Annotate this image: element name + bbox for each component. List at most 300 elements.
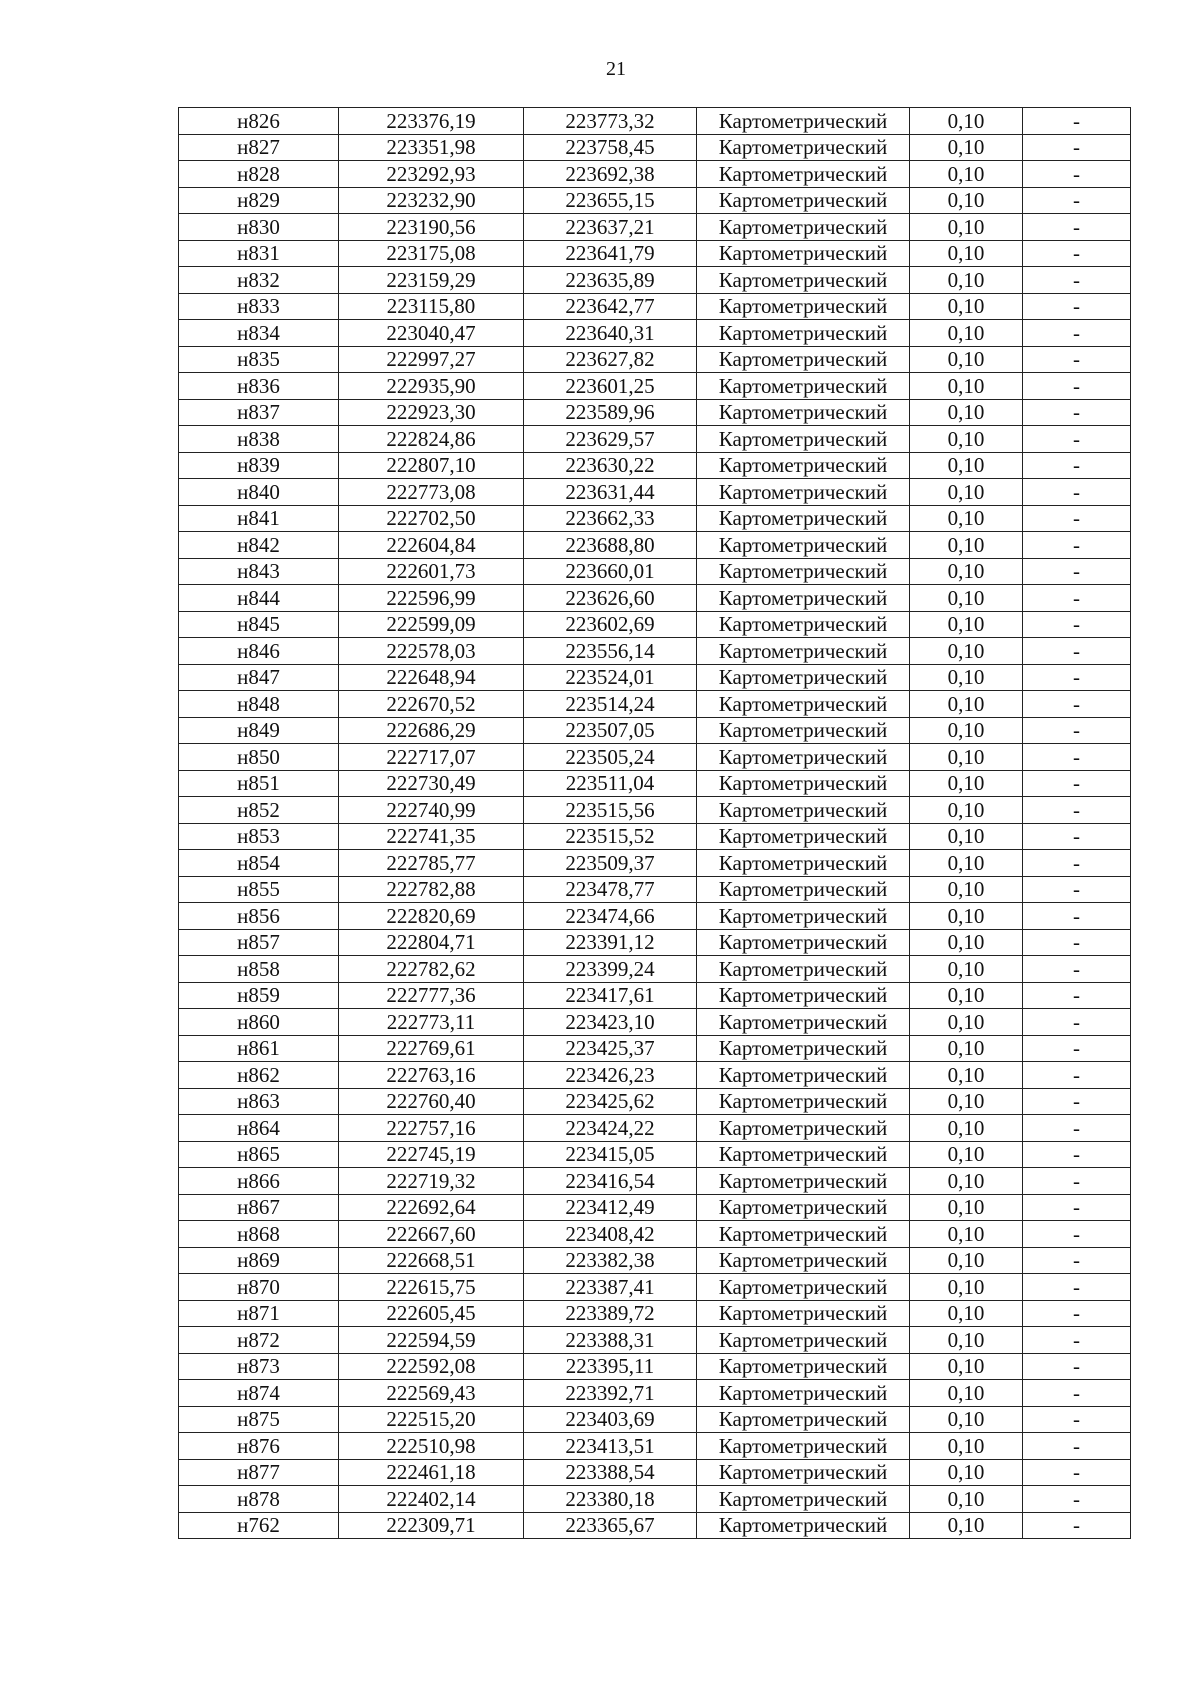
description-cell: - (1023, 1274, 1131, 1301)
method-cell: Картометрический (697, 1168, 910, 1195)
y-coordinate-cell: 223412,49 (524, 1194, 697, 1221)
y-coordinate-cell: 223425,37 (524, 1035, 697, 1062)
x-coordinate-cell: 222702,50 (339, 505, 524, 532)
table-row (179, 187, 1131, 214)
description-cell: - (1023, 1300, 1131, 1327)
point-name-cell: н842 (179, 532, 339, 559)
table-row (179, 1088, 1131, 1115)
description-cell: - (1023, 1512, 1131, 1539)
point-name-cell: н870 (179, 1274, 339, 1301)
x-coordinate-cell: 223175,08 (339, 240, 524, 267)
table-row (179, 1353, 1131, 1380)
accuracy-cell: 0,10 (910, 108, 1023, 135)
point-name-cell: н861 (179, 1035, 339, 1062)
y-coordinate-cell: 223423,10 (524, 1009, 697, 1036)
y-coordinate-cell: 223417,61 (524, 982, 697, 1009)
description-cell: - (1023, 1115, 1131, 1142)
table-row (179, 1300, 1131, 1327)
point-name-cell: н866 (179, 1168, 339, 1195)
x-coordinate-cell: 222760,40 (339, 1088, 524, 1115)
description-cell: - (1023, 1009, 1131, 1036)
point-name-cell: н830 (179, 214, 339, 241)
y-coordinate-cell: 223403,69 (524, 1406, 697, 1433)
x-coordinate-cell: 223232,90 (339, 187, 524, 214)
x-coordinate-cell: 222402,14 (339, 1486, 524, 1513)
y-coordinate-cell: 223365,67 (524, 1512, 697, 1539)
method-cell: Картометрический (697, 585, 910, 612)
accuracy-cell: 0,10 (910, 664, 1023, 691)
x-coordinate-cell: 222773,08 (339, 479, 524, 506)
description-cell: - (1023, 638, 1131, 665)
description-cell: - (1023, 320, 1131, 347)
point-name-cell: н869 (179, 1247, 339, 1274)
accuracy-cell: 0,10 (910, 267, 1023, 294)
accuracy-cell: 0,10 (910, 1221, 1023, 1248)
method-cell: Картометрический (697, 1035, 910, 1062)
description-cell: - (1023, 929, 1131, 956)
description-cell: - (1023, 558, 1131, 585)
page-number: 21 (606, 58, 626, 80)
x-coordinate-cell: 222569,43 (339, 1380, 524, 1407)
y-coordinate-cell: 223692,38 (524, 161, 697, 188)
point-name-cell: н868 (179, 1221, 339, 1248)
description-cell: - (1023, 850, 1131, 877)
accuracy-cell: 0,10 (910, 929, 1023, 956)
method-cell: Картометрический (697, 399, 910, 426)
description-cell: - (1023, 293, 1131, 320)
y-coordinate-cell: 223399,24 (524, 956, 697, 983)
x-coordinate-cell: 222515,20 (339, 1406, 524, 1433)
point-name-cell: н833 (179, 293, 339, 320)
description-cell: - (1023, 1088, 1131, 1115)
y-coordinate-cell: 223415,05 (524, 1141, 697, 1168)
y-coordinate-cell: 223556,14 (524, 638, 697, 665)
y-coordinate-cell: 223515,56 (524, 797, 697, 824)
method-cell: Картометрический (697, 876, 910, 903)
description-cell: - (1023, 1459, 1131, 1486)
point-name-cell: н864 (179, 1115, 339, 1142)
accuracy-cell: 0,10 (910, 373, 1023, 400)
x-coordinate-cell: 223115,80 (339, 293, 524, 320)
method-cell: Картометрический (697, 1115, 910, 1142)
description-cell: - (1023, 823, 1131, 850)
table-row (179, 479, 1131, 506)
x-coordinate-cell: 222730,49 (339, 770, 524, 797)
y-coordinate-cell: 223642,77 (524, 293, 697, 320)
description-cell: - (1023, 108, 1131, 135)
description-cell: - (1023, 956, 1131, 983)
y-coordinate-cell: 223515,52 (524, 823, 697, 850)
y-coordinate-cell: 223640,31 (524, 320, 697, 347)
x-coordinate-cell: 222824,86 (339, 426, 524, 453)
point-name-cell: н837 (179, 399, 339, 426)
y-coordinate-cell: 223388,31 (524, 1327, 697, 1354)
method-cell: Картометрический (697, 1380, 910, 1407)
description-cell: - (1023, 1433, 1131, 1460)
method-cell: Картометрический (697, 1406, 910, 1433)
method-cell: Картометрический (697, 1486, 910, 1513)
x-coordinate-cell: 222804,71 (339, 929, 524, 956)
accuracy-cell: 0,10 (910, 1433, 1023, 1460)
y-coordinate-cell: 223511,04 (524, 770, 697, 797)
point-name-cell: н873 (179, 1353, 339, 1380)
x-coordinate-cell: 222605,45 (339, 1300, 524, 1327)
point-name-cell: н876 (179, 1433, 339, 1460)
y-coordinate-cell: 223641,79 (524, 240, 697, 267)
x-coordinate-cell: 222935,90 (339, 373, 524, 400)
table-row (179, 876, 1131, 903)
accuracy-cell: 0,10 (910, 1194, 1023, 1221)
accuracy-cell: 0,10 (910, 1300, 1023, 1327)
table-row (179, 611, 1131, 638)
x-coordinate-cell: 222997,27 (339, 346, 524, 373)
accuracy-cell: 0,10 (910, 479, 1023, 506)
method-cell: Картометрический (697, 903, 910, 930)
y-coordinate-cell: 223637,21 (524, 214, 697, 241)
description-cell: - (1023, 1221, 1131, 1248)
table-row (179, 1221, 1131, 1248)
table-row (179, 399, 1131, 426)
method-cell: Картометрический (697, 479, 910, 506)
y-coordinate-cell: 223474,66 (524, 903, 697, 930)
description-cell: - (1023, 240, 1131, 267)
description-cell: - (1023, 903, 1131, 930)
table-row (179, 638, 1131, 665)
method-cell: Картометрический (697, 187, 910, 214)
y-coordinate-cell: 223589,96 (524, 399, 697, 426)
x-coordinate-cell: 222923,30 (339, 399, 524, 426)
description-cell: - (1023, 1353, 1131, 1380)
x-coordinate-cell: 223190,56 (339, 214, 524, 241)
accuracy-cell: 0,10 (910, 1486, 1023, 1513)
method-cell: Картометрический (697, 320, 910, 347)
table-row (179, 797, 1131, 824)
x-coordinate-cell: 222596,99 (339, 585, 524, 612)
table-row (179, 585, 1131, 612)
method-cell: Картометрический (697, 1327, 910, 1354)
table-row (179, 903, 1131, 930)
x-coordinate-cell: 222599,09 (339, 611, 524, 638)
accuracy-cell: 0,10 (910, 505, 1023, 532)
accuracy-cell: 0,10 (910, 320, 1023, 347)
accuracy-cell: 0,10 (910, 1141, 1023, 1168)
method-cell: Картометрический (697, 1247, 910, 1274)
y-coordinate-cell: 223626,60 (524, 585, 697, 612)
point-name-cell: н878 (179, 1486, 339, 1513)
accuracy-cell: 0,10 (910, 161, 1023, 188)
table-row (179, 505, 1131, 532)
method-cell: Картометрический (697, 770, 910, 797)
table-row (179, 134, 1131, 161)
y-coordinate-cell: 223688,80 (524, 532, 697, 559)
point-name-cell: н847 (179, 664, 339, 691)
method-cell: Картометрический (697, 1062, 910, 1089)
description-cell: - (1023, 982, 1131, 1009)
method-cell: Картометрический (697, 346, 910, 373)
description-cell: - (1023, 1168, 1131, 1195)
table-row (179, 1141, 1131, 1168)
accuracy-cell: 0,10 (910, 770, 1023, 797)
x-coordinate-cell: 222592,08 (339, 1353, 524, 1380)
x-coordinate-cell: 223292,93 (339, 161, 524, 188)
method-cell: Картометрический (697, 452, 910, 479)
method-cell: Картометрический (697, 691, 910, 718)
x-coordinate-cell: 222461,18 (339, 1459, 524, 1486)
point-name-cell: н843 (179, 558, 339, 585)
method-cell: Картометрический (697, 1459, 910, 1486)
x-coordinate-cell: 222648,94 (339, 664, 524, 691)
description-cell: - (1023, 770, 1131, 797)
table-row (179, 558, 1131, 585)
point-name-cell: н874 (179, 1380, 339, 1407)
method-cell: Картометрический (697, 1433, 910, 1460)
point-name-cell: н841 (179, 505, 339, 532)
accuracy-cell: 0,10 (910, 187, 1023, 214)
accuracy-cell: 0,10 (910, 956, 1023, 983)
table-row (179, 850, 1131, 877)
table-row (179, 1380, 1131, 1407)
point-name-cell: н859 (179, 982, 339, 1009)
table-row (179, 1327, 1131, 1354)
method-cell: Картометрический (697, 1221, 910, 1248)
table-row (179, 1433, 1131, 1460)
x-coordinate-cell: 222820,69 (339, 903, 524, 930)
table-row (179, 929, 1131, 956)
table-row (179, 1009, 1131, 1036)
x-coordinate-cell: 222773,11 (339, 1009, 524, 1036)
accuracy-cell: 0,10 (910, 850, 1023, 877)
accuracy-cell: 0,10 (910, 1088, 1023, 1115)
x-coordinate-cell: 222601,73 (339, 558, 524, 585)
description-cell: - (1023, 611, 1131, 638)
point-name-cell: н862 (179, 1062, 339, 1089)
description-cell: - (1023, 1035, 1131, 1062)
table-row (179, 320, 1131, 347)
method-cell: Картометрический (697, 956, 910, 983)
accuracy-cell: 0,10 (910, 1459, 1023, 1486)
table-row (179, 1274, 1131, 1301)
y-coordinate-cell: 223389,72 (524, 1300, 697, 1327)
method-cell: Картометрический (697, 214, 910, 241)
y-coordinate-cell: 223391,12 (524, 929, 697, 956)
x-coordinate-cell: 222763,16 (339, 1062, 524, 1089)
method-cell: Картометрический (697, 1300, 910, 1327)
method-cell: Картометрический (697, 611, 910, 638)
x-coordinate-cell: 222670,52 (339, 691, 524, 718)
description-cell: - (1023, 1194, 1131, 1221)
y-coordinate-cell: 223388,54 (524, 1459, 697, 1486)
accuracy-cell: 0,10 (910, 797, 1023, 824)
accuracy-cell: 0,10 (910, 346, 1023, 373)
point-name-cell: н852 (179, 797, 339, 824)
accuracy-cell: 0,10 (910, 240, 1023, 267)
table-row (179, 956, 1131, 983)
x-coordinate-cell: 222615,75 (339, 1274, 524, 1301)
accuracy-cell: 0,10 (910, 691, 1023, 718)
table-row (179, 744, 1131, 771)
y-coordinate-cell: 223655,15 (524, 187, 697, 214)
method-cell: Картометрический (697, 982, 910, 1009)
y-coordinate-cell: 223514,24 (524, 691, 697, 718)
description-cell: - (1023, 1141, 1131, 1168)
table-row (179, 346, 1131, 373)
accuracy-cell: 0,10 (910, 903, 1023, 930)
method-cell: Картометрический (697, 1194, 910, 1221)
method-cell: Картометрический (697, 558, 910, 585)
description-cell: - (1023, 664, 1131, 691)
table-row (179, 1194, 1131, 1221)
y-coordinate-cell: 223758,45 (524, 134, 697, 161)
table-row (179, 1062, 1131, 1089)
method-cell: Картометрический (697, 929, 910, 956)
y-coordinate-cell: 223631,44 (524, 479, 697, 506)
y-coordinate-cell: 223627,82 (524, 346, 697, 373)
point-name-cell: н855 (179, 876, 339, 903)
method-cell: Картометрический (697, 532, 910, 559)
x-coordinate-cell: 222782,62 (339, 956, 524, 983)
accuracy-cell: 0,10 (910, 1247, 1023, 1274)
point-name-cell: н848 (179, 691, 339, 718)
point-name-cell: н838 (179, 426, 339, 453)
accuracy-cell: 0,10 (910, 1035, 1023, 1062)
x-coordinate-cell: 222667,60 (339, 1221, 524, 1248)
y-coordinate-cell: 223416,54 (524, 1168, 697, 1195)
table-row (179, 1168, 1131, 1195)
method-cell: Картометрический (697, 293, 910, 320)
accuracy-cell: 0,10 (910, 399, 1023, 426)
accuracy-cell: 0,10 (910, 717, 1023, 744)
accuracy-cell: 0,10 (910, 1274, 1023, 1301)
method-cell: Картометрический (697, 373, 910, 400)
method-cell: Картометрический (697, 850, 910, 877)
table-row (179, 770, 1131, 797)
description-cell: - (1023, 373, 1131, 400)
table-row (179, 1486, 1131, 1513)
table-row (179, 373, 1131, 400)
description-cell: - (1023, 585, 1131, 612)
description-cell: - (1023, 479, 1131, 506)
table-row (179, 664, 1131, 691)
method-cell: Картометрический (697, 240, 910, 267)
accuracy-cell: 0,10 (910, 558, 1023, 585)
x-coordinate-cell: 223040,47 (339, 320, 524, 347)
accuracy-cell: 0,10 (910, 1353, 1023, 1380)
method-cell: Картометрический (697, 267, 910, 294)
method-cell: Картометрический (697, 1512, 910, 1539)
y-coordinate-cell: 223387,41 (524, 1274, 697, 1301)
y-coordinate-cell: 223660,01 (524, 558, 697, 585)
point-name-cell: н844 (179, 585, 339, 612)
x-coordinate-cell: 222741,35 (339, 823, 524, 850)
point-name-cell: н840 (179, 479, 339, 506)
description-cell: - (1023, 134, 1131, 161)
table-row (179, 823, 1131, 850)
x-coordinate-cell: 222719,32 (339, 1168, 524, 1195)
method-cell: Картометрический (697, 823, 910, 850)
point-name-cell: н856 (179, 903, 339, 930)
x-coordinate-cell: 222745,19 (339, 1141, 524, 1168)
point-name-cell: н860 (179, 1009, 339, 1036)
x-coordinate-cell: 222717,07 (339, 744, 524, 771)
description-cell: - (1023, 452, 1131, 479)
accuracy-cell: 0,10 (910, 744, 1023, 771)
x-coordinate-cell: 223376,19 (339, 108, 524, 135)
table-row (179, 240, 1131, 267)
point-name-cell: н849 (179, 717, 339, 744)
description-cell: - (1023, 505, 1131, 532)
point-name-cell: н828 (179, 161, 339, 188)
method-cell: Картометрический (697, 1274, 910, 1301)
description-cell: - (1023, 1062, 1131, 1089)
description-cell: - (1023, 876, 1131, 903)
point-name-cell: н845 (179, 611, 339, 638)
table-row (179, 982, 1131, 1009)
table-row (179, 267, 1131, 294)
description-cell: - (1023, 1380, 1131, 1407)
accuracy-cell: 0,10 (910, 585, 1023, 612)
accuracy-cell: 0,10 (910, 293, 1023, 320)
point-name-cell: н863 (179, 1088, 339, 1115)
point-name-cell: н877 (179, 1459, 339, 1486)
description-cell: - (1023, 1327, 1131, 1354)
method-cell: Картометрический (697, 426, 910, 453)
table-row (179, 426, 1131, 453)
table-row (179, 691, 1131, 718)
point-name-cell: н854 (179, 850, 339, 877)
accuracy-cell: 0,10 (910, 611, 1023, 638)
point-name-cell: н875 (179, 1406, 339, 1433)
point-name-cell: н827 (179, 134, 339, 161)
y-coordinate-cell: 223773,32 (524, 108, 697, 135)
table-row (179, 161, 1131, 188)
method-cell: Картометрический (697, 664, 910, 691)
accuracy-cell: 0,10 (910, 452, 1023, 479)
point-name-cell: н872 (179, 1327, 339, 1354)
x-coordinate-cell: 222757,16 (339, 1115, 524, 1142)
accuracy-cell: 0,10 (910, 134, 1023, 161)
x-coordinate-cell: 223351,98 (339, 134, 524, 161)
y-coordinate-cell: 223380,18 (524, 1486, 697, 1513)
description-cell: - (1023, 187, 1131, 214)
accuracy-cell: 0,10 (910, 1512, 1023, 1539)
accuracy-cell: 0,10 (910, 532, 1023, 559)
x-coordinate-cell: 222785,77 (339, 850, 524, 877)
y-coordinate-cell: 223635,89 (524, 267, 697, 294)
accuracy-cell: 0,10 (910, 1327, 1023, 1354)
accuracy-cell: 0,10 (910, 1406, 1023, 1433)
accuracy-cell: 0,10 (910, 1380, 1023, 1407)
table-row (179, 717, 1131, 744)
description-cell: - (1023, 161, 1131, 188)
method-cell: Картометрический (697, 744, 910, 771)
description-cell: - (1023, 1247, 1131, 1274)
table-row (179, 1115, 1131, 1142)
point-name-cell: н834 (179, 320, 339, 347)
table-row (179, 214, 1131, 241)
point-name-cell: н871 (179, 1300, 339, 1327)
method-cell: Картометрический (697, 1141, 910, 1168)
y-coordinate-cell: 223478,77 (524, 876, 697, 903)
point-name-cell: н857 (179, 929, 339, 956)
x-coordinate-cell: 222686,29 (339, 717, 524, 744)
x-coordinate-cell: 222807,10 (339, 452, 524, 479)
point-name-cell: н853 (179, 823, 339, 850)
method-cell: Картометрический (697, 161, 910, 188)
y-coordinate-cell: 223392,71 (524, 1380, 697, 1407)
point-name-cell: н836 (179, 373, 339, 400)
accuracy-cell: 0,10 (910, 876, 1023, 903)
y-coordinate-cell: 223662,33 (524, 505, 697, 532)
